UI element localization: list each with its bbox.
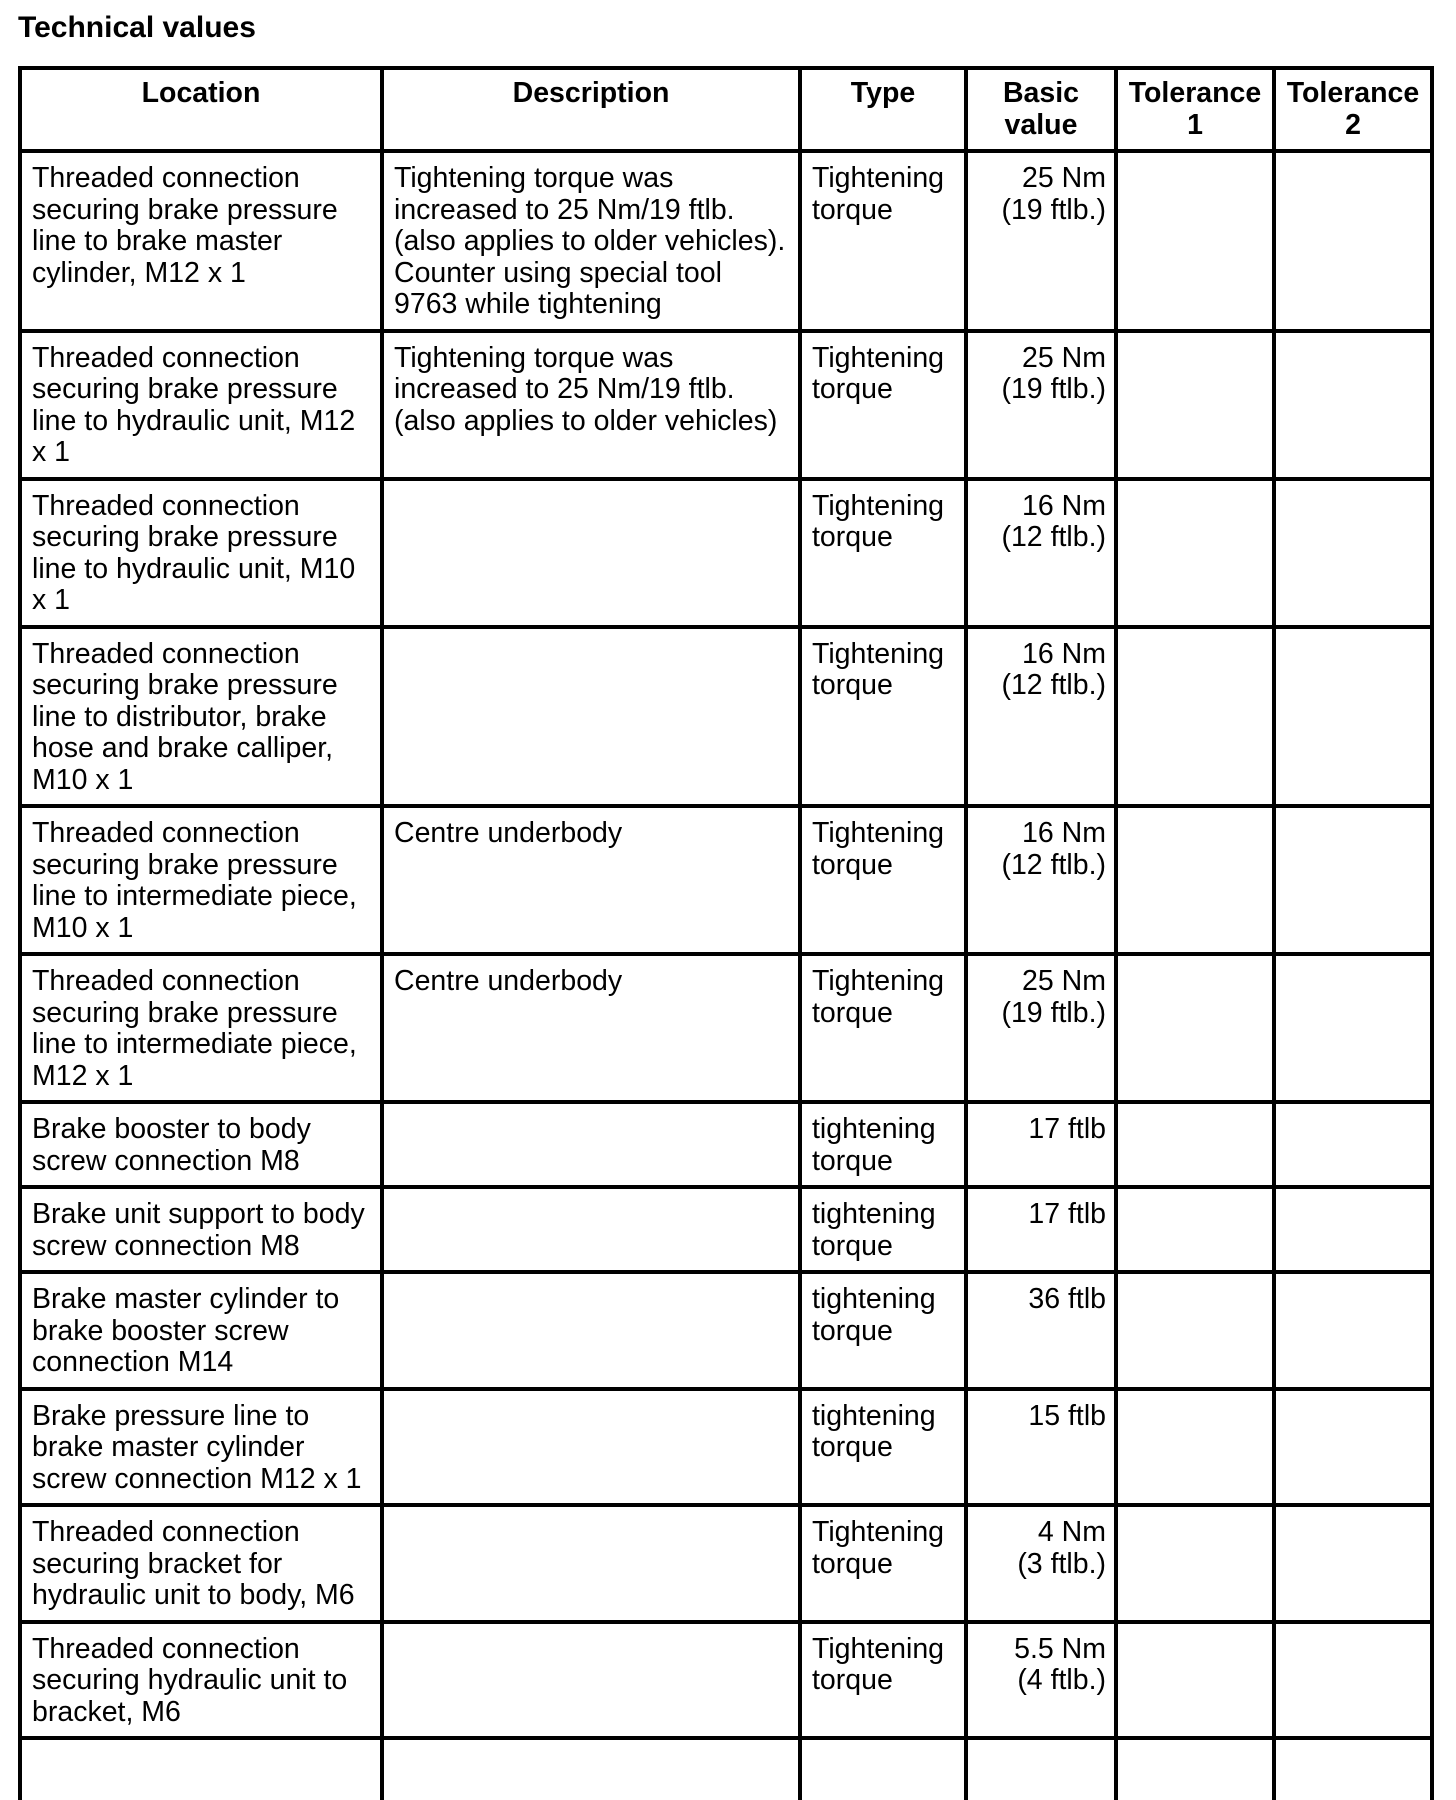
cell-type: Tightening torque (800, 151, 966, 331)
cell-type: Tightening torque (800, 331, 966, 479)
cell-type: Tightening torque (800, 479, 966, 627)
header-location: Location (20, 68, 382, 151)
cell-type: tightening torque (800, 1272, 966, 1389)
cell-description: Tightening torque was increased to 25 Nm/19 ftlb. (also applies to older vehicles) (382, 331, 800, 479)
cell-tolerance-2 (1274, 627, 1432, 807)
basic-value-line1: 16 Nm (1022, 637, 1106, 670)
basic-value-line1: 25 Nm (1022, 162, 1106, 194)
cell-tolerance-1 (1116, 954, 1274, 1102)
cell-tolerance-1 (1116, 151, 1274, 331)
header-basic-value-line2: value (1004, 108, 1078, 141)
table-row (20, 151, 1432, 331)
basic-value-line2: (19 ftlb.) (1001, 373, 1106, 405)
header-description: Description (382, 68, 800, 151)
cell-basic-value (966, 954, 1116, 1102)
table-row (20, 479, 1432, 627)
cell-description: Tightening torque was increased to 25 Nm/19 ftlb. (also applies to older vehicles). Counter using special tool 9763 while tightening (382, 151, 800, 331)
cell-type: tightening torque (800, 1187, 966, 1272)
cell-tolerance-1 (1116, 806, 1274, 954)
cell-basic-value (966, 1505, 1116, 1622)
table-header-row (20, 68, 1432, 151)
cell-tolerance-1 (1116, 627, 1274, 807)
cell-description (382, 1102, 800, 1187)
basic-value-line1: 16 Nm (1022, 489, 1106, 522)
table-row (20, 1187, 1432, 1272)
cell-basic-value (966, 1389, 1116, 1506)
cell-tolerance-2 (1274, 1272, 1432, 1389)
cell-tolerance-1 (1116, 1505, 1274, 1622)
cell-tolerance-1 (1116, 1187, 1274, 1272)
basic-value-line2: (3 ftlb.) (1017, 1547, 1106, 1580)
basic-value-line1: 25 Nm (1022, 341, 1106, 374)
header-tolerance-1-line1: Tolerance (1128, 77, 1262, 109)
basic-value-line2: (12 ftlb.) (1001, 669, 1106, 701)
basic-value-line1: 15 ftlb (1028, 1399, 1106, 1432)
cell-basic-value (966, 331, 1116, 479)
table-row (20, 331, 1432, 479)
cell-tolerance-2 (1274, 331, 1432, 479)
header-tolerance-1 (1116, 68, 1274, 151)
cell-tolerance-2 (1274, 1622, 1432, 1739)
cell-location: Threaded connection securing brake pressure line to hydraulic unit, M10 x 1 (20, 479, 382, 627)
cell-location: Threaded connection securing bracket for hydraulic unit to body, M6 (20, 1505, 382, 1622)
cell-description: Centre underbody (382, 954, 800, 1102)
cell-tolerance-1 (1116, 1389, 1274, 1506)
table-row-continued (20, 1738, 1432, 1800)
cell-location: Threaded connection securing brake pressure line to hydraulic unit, M12 x 1 (20, 331, 382, 479)
header-tolerance-1-line2: 1 (1187, 108, 1203, 141)
header-tolerance-2-line2: 2 (1345, 108, 1361, 141)
cell-basic-value (966, 151, 1116, 331)
cell-empty (20, 1738, 382, 1800)
cell-tolerance-2 (1274, 954, 1432, 1102)
table-row (20, 954, 1432, 1102)
basic-value-line1: 25 Nm (1022, 965, 1106, 997)
cell-description (382, 1622, 800, 1739)
basic-value-line2: (19 ftlb.) (1001, 193, 1106, 226)
basic-value-line1: 5.5 Nm (1014, 1632, 1106, 1665)
cell-location: Threaded connection securing brake pressure line to intermediate piece, M12 x 1 (20, 954, 382, 1102)
cell-location: Brake booster to body screw connection M8 (20, 1102, 382, 1187)
basic-value-line1: 36 ftlb (1028, 1283, 1106, 1315)
table-row (20, 1389, 1432, 1506)
header-basic-value (966, 68, 1116, 151)
cell-type: tightening torque (800, 1102, 966, 1187)
basic-value-line1: 4 Nm (1037, 1516, 1106, 1548)
basic-value-line1: 17 ftlb (1028, 1198, 1106, 1230)
cell-description (382, 627, 800, 807)
cell-description: Centre underbody (382, 806, 800, 954)
cell-tolerance-1 (1116, 479, 1274, 627)
cell-tolerance-1 (1116, 1622, 1274, 1739)
header-basic-value-line1: Basic (1002, 77, 1080, 109)
cell-location: Brake master cylinder to brake booster screw connection M14 (20, 1272, 382, 1389)
cell-tolerance-2 (1274, 806, 1432, 954)
cell-location: Brake pressure line to brake master cylinder screw connection M12 x 1 (20, 1389, 382, 1506)
cell-tolerance-2 (1274, 1187, 1432, 1272)
cell-tolerance-1 (1116, 1102, 1274, 1187)
cell-location: Threaded connection securing brake pressure line to intermediate piece, M10 x 1 (20, 806, 382, 954)
cell-description (382, 1505, 800, 1622)
cell-empty (1274, 1738, 1432, 1800)
cell-description (382, 1272, 800, 1389)
technical-values-table (18, 66, 1434, 1800)
cell-empty (966, 1738, 1116, 1800)
page-title: Technical values (18, 11, 256, 44)
cell-tolerance-1 (1116, 1272, 1274, 1389)
table-row (20, 1622, 1432, 1739)
table-row (20, 1272, 1432, 1389)
cell-basic-value (966, 1622, 1116, 1739)
header-type: Type (800, 68, 966, 151)
table-row (20, 806, 1432, 954)
table-row (20, 1102, 1432, 1187)
basic-value-line2: (12 ftlb.) (1001, 848, 1106, 881)
cell-tolerance-2 (1274, 1102, 1432, 1187)
cell-basic-value (966, 627, 1116, 807)
basic-value-line2: (12 ftlb.) (1001, 521, 1106, 553)
table-row (20, 1505, 1432, 1622)
cell-empty (1116, 1738, 1274, 1800)
cell-type: tightening torque (800, 1389, 966, 1506)
basic-value-line1: 17 ftlb (1028, 1113, 1106, 1145)
cell-tolerance-2 (1274, 1505, 1432, 1622)
cell-basic-value (966, 1187, 1116, 1272)
table-row (20, 627, 1432, 807)
cell-type: Tightening torque (800, 954, 966, 1102)
cell-basic-value (966, 1272, 1116, 1389)
cell-type: Tightening torque (800, 627, 966, 807)
cell-location: Threaded connection securing hydraulic unit to bracket, M6 (20, 1622, 382, 1739)
basic-value-line1: 16 Nm (1022, 817, 1106, 849)
basic-value-line2: (4 ftlb.) (1017, 1664, 1106, 1696)
cell-location: Brake unit support to body screw connection M8 (20, 1187, 382, 1272)
cell-tolerance-2 (1274, 1389, 1432, 1506)
cell-basic-value (966, 479, 1116, 627)
cell-basic-value (966, 806, 1116, 954)
cell-basic-value (966, 1102, 1116, 1187)
cell-description (382, 1187, 800, 1272)
cell-tolerance-1 (1116, 331, 1274, 479)
cell-type: Tightening torque (800, 806, 966, 954)
cell-tolerance-2 (1274, 479, 1432, 627)
cell-empty (800, 1738, 966, 1800)
cell-description (382, 1389, 800, 1506)
cell-empty (382, 1738, 800, 1800)
cell-type: Tightening torque (800, 1505, 966, 1622)
cell-type: Tightening torque (800, 1622, 966, 1739)
cell-tolerance-2 (1274, 151, 1432, 331)
cell-description (382, 479, 800, 627)
cell-location: Threaded connection securing brake pressure line to brake master cylinder, M12 x 1 (20, 151, 382, 331)
header-tolerance-2 (1274, 68, 1432, 151)
header-tolerance-2-line1: Tolerance (1286, 77, 1420, 109)
cell-location: Threaded connection securing brake pressure line to distributor, brake hose and brake calliper, M10 x 1 (20, 627, 382, 807)
basic-value-line2: (19 ftlb.) (1001, 996, 1106, 1029)
